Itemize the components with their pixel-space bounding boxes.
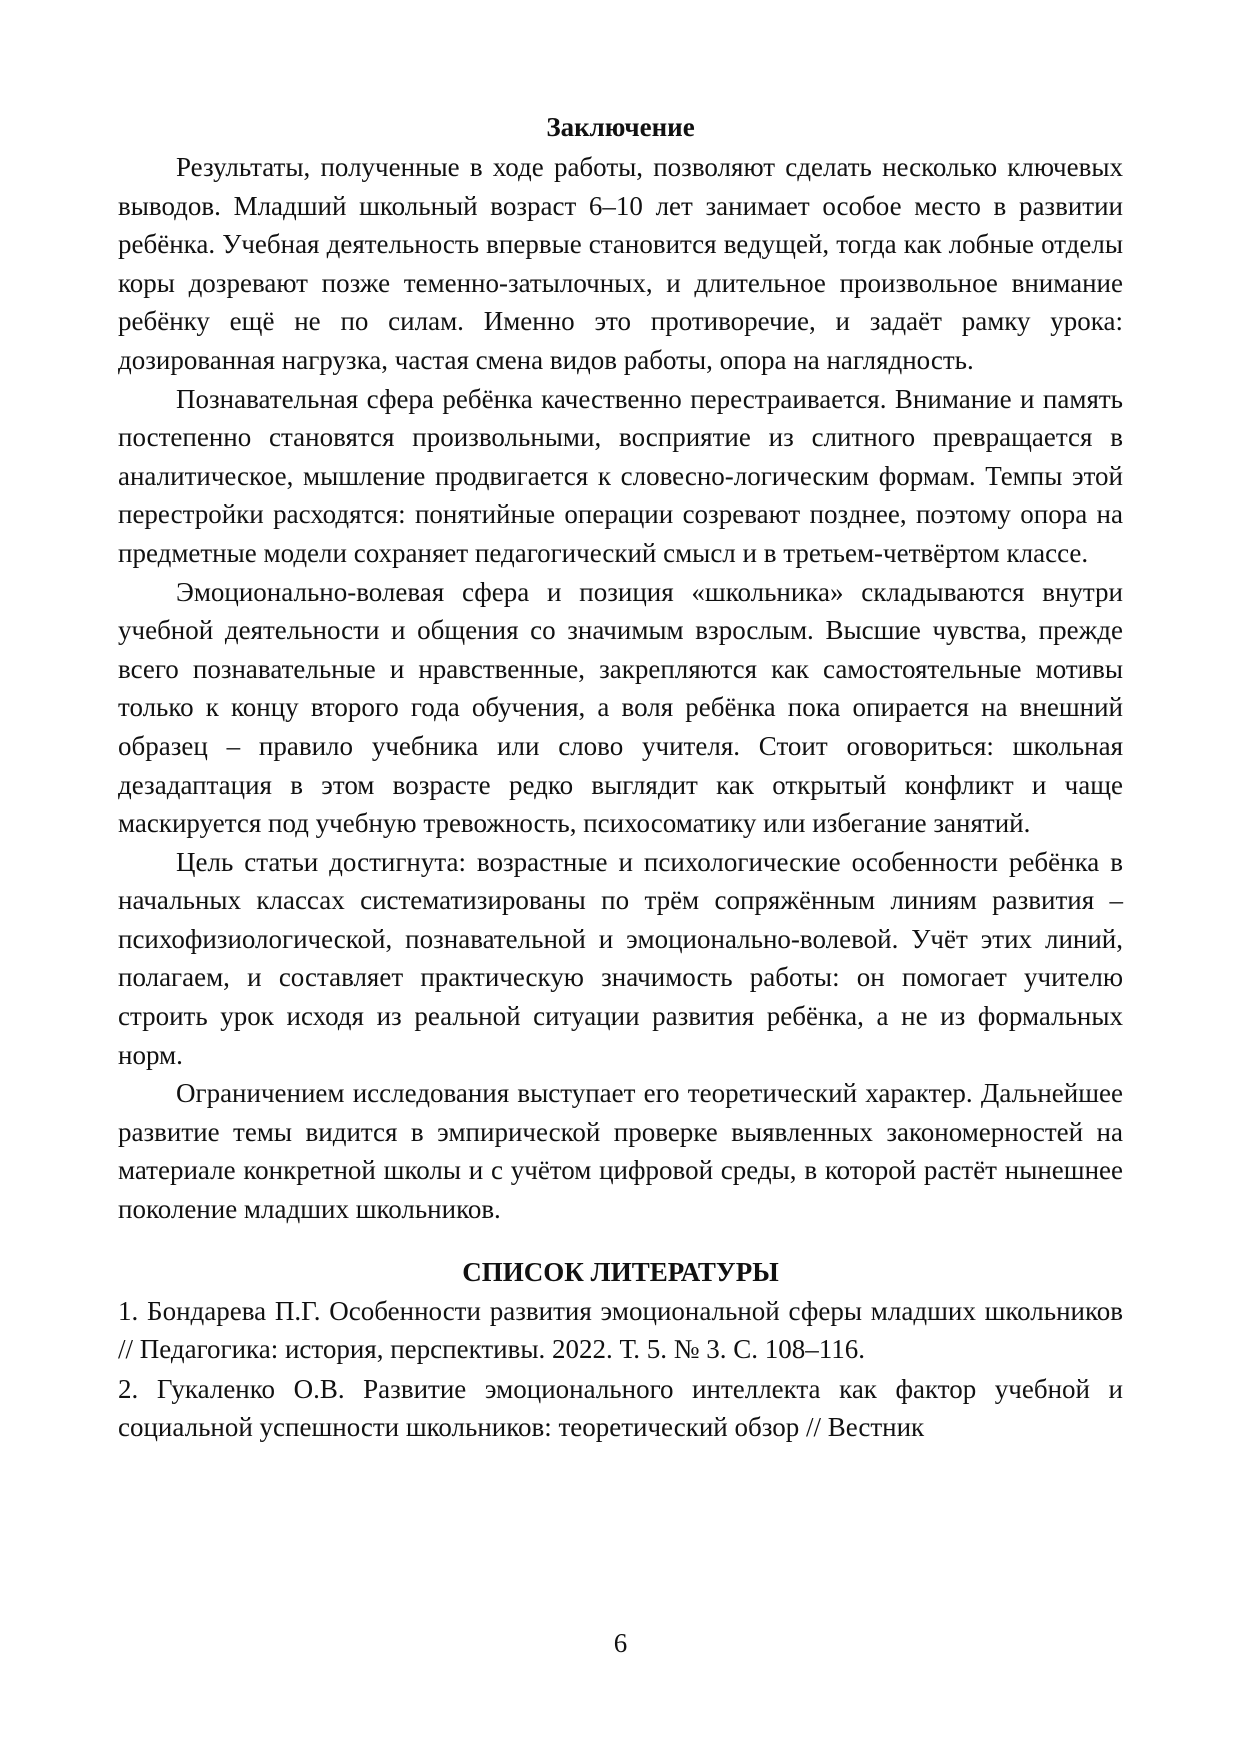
page-number: 6 (613, 1628, 628, 1658)
reference-item-2: 2. Гукаленко О.В. Развитие эмоционального интеллекта как фактор учебной и социальной успешности школьников: теоретический обзор // Вестник (118, 1373, 1123, 1443)
references-heading: СПИСОК ЛИТЕРАТУРЫ (462, 1256, 779, 1287)
conclusion-paragraph-4: Цель статьи достигнута: возрастные и психологические особенности ребёнка в начальных классах систематизированы по трём сопряжённым линиям развития – психофизиологической, познавательной и эмоционально-волевой. Учёт этих линий, полагаем, и составляет практическую значимость работы: он помогает учителю строить урок исходя из реальной ситуации развития ребёнка, а не из формальных норм. (118, 846, 1123, 1070)
reference-item-1: 1. Бондарева П.Г. Особенности развития эмоциональной сферы младших школьников // Педагогика: история, перспективы. 2022. Т. 5. № 3. С. 108–116. (118, 1295, 1123, 1365)
conclusion-paragraph-5: Ограничением исследования выступает его теоретический характер. Дальнейшее развитие темы видится в эмпирической проверке выявленных закономерностей на материале конкретной школы и с учётом цифровой среды, в которой растёт нынешнее поколение младших школьников. (118, 1078, 1123, 1225)
document-page (118, 108, 1123, 1447)
conclusion-paragraph-3: Эмоционально-волевая сфера и позиция «школьника» складываются внутри учебной деятельности и общения со значимым взрослым. Высшие чувства, прежде всего познавательные и нравственные, закрепляются как самостоятельные мотивы только к концу второго года обучения, а воля ребёнка пока опирается на внешний образец – правило учебника или слово учителя. Стоит оговориться: школьная дезадаптация в этом возрасте редко выглядит как открытый конфликт и чаще маскируется под учебную тревожность, психосоматику или избегание занятий. (118, 576, 1123, 839)
conclusion-paragraph-1: Результаты, полученные в ходе работы, позволяют сделать несколько ключевых выводов. Младший школьный возраст 6–10 лет занимает особое место в развитии ребёнка. Учебная деятельность впервые становится ведущей, тогда как лобные отделы коры дозревают позже теменно-затылочных, и длительное произвольное внимание ребёнку ещё не по силам. Именно это противоречие, и задаёт рамку урока: дозированная нагрузка, частая смена видов работы, опора на наглядность. (118, 152, 1123, 375)
conclusion-heading: Заключение (546, 112, 695, 142)
conclusion-paragraph-2: Познавательная сфера ребёнка качественно перестраивается. Внимание и память постепенно становятся произвольными, восприятие из слитного превращается в аналитическое, мышление продвигается к словесно-логическим формам. Темпы этой перестройки расходятся: понятийные операции созревают позднее, поэтому опора на предметные модели сохраняет педагогический смысл и в третьем-четвёртом классе. (118, 383, 1123, 568)
